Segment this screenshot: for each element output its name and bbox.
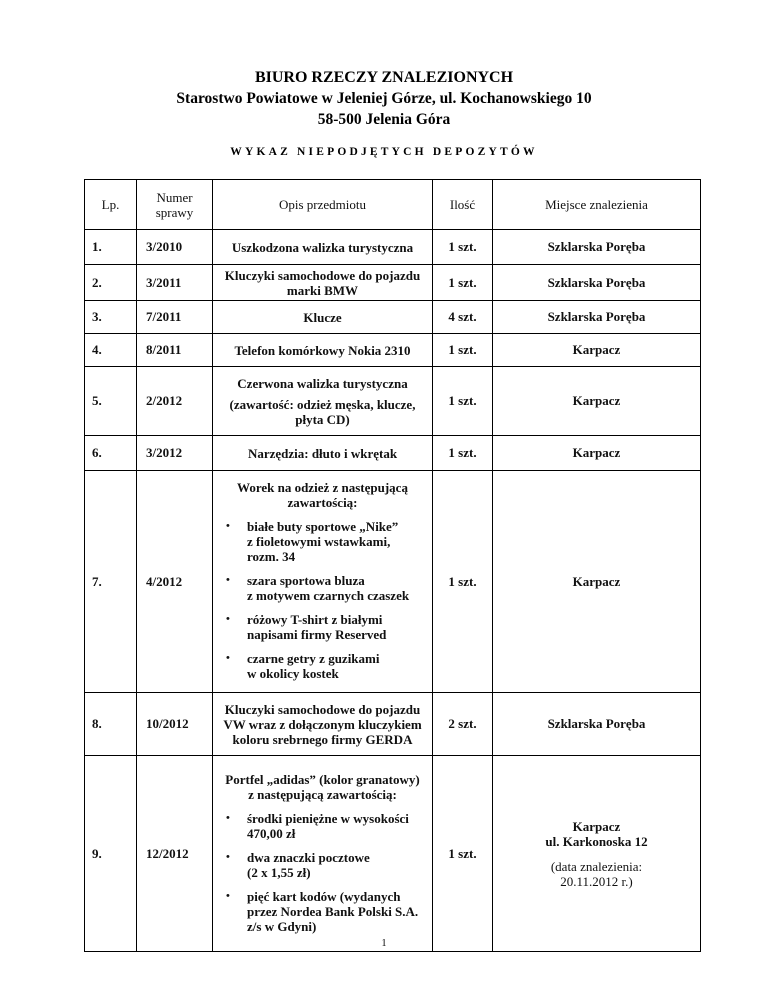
row-ilosc: 1 szt. [433, 367, 493, 436]
table-header-row [85, 180, 701, 230]
row-lp: 2. [85, 265, 137, 301]
row-miejsce [493, 756, 701, 952]
row-numer: 12/2012 [137, 756, 213, 952]
row-miejsce: Karpacz [493, 471, 701, 693]
row-numer: 2/2012 [137, 367, 213, 436]
table-row [85, 693, 701, 756]
row-ilosc: 1 szt. [433, 436, 493, 471]
row-opis: Narzędzia: dłuto i wkrętak [213, 436, 433, 471]
row-lp: 3. [85, 301, 137, 334]
row-numer: 7/2011 [137, 301, 213, 334]
row-lp: 4. [85, 334, 137, 367]
header-ilosc: Ilość [433, 180, 493, 230]
row-lp: 9. [85, 756, 137, 952]
header-opis: Opis przedmiotu [213, 180, 433, 230]
row-ilosc: 2 szt. [433, 693, 493, 756]
row-opis: Portfel „adidas” (kolor granatowy) z następującą zawartością: • środki pieniężne w wysokości 470,00 zł • dwa znaczki pocztowe (2 x 1,55 zł) • pięć kart kodów (wydanych przez Nordea Bank Polski S.A. z/s w Gdyni) [213, 756, 433, 952]
row-opis: Czerwona walizka turystyczna (zawartość: odzież męska, klucze, płyta CD) [213, 367, 433, 436]
row-opis: Kluczyki samochodowe do pojazdu marki BMW [213, 265, 433, 301]
table-row [85, 301, 701, 334]
row-miejsce: Karpacz [493, 334, 701, 367]
row-numer: 3/2011 [137, 265, 213, 301]
location-city: Karpacz [572, 818, 621, 834]
table-row [85, 230, 701, 265]
contents-list [213, 811, 432, 934]
row-numer: 3/2010 [137, 230, 213, 265]
page-number: 1 [381, 938, 387, 949]
table-row [85, 471, 701, 693]
row-ilosc: 1 szt. [433, 334, 493, 367]
contents-list [213, 519, 432, 681]
list-item: • różowy T-shirt z białymi napisami firmy Reserved [226, 612, 387, 642]
row-ilosc: 4 szt. [433, 301, 493, 334]
row-miejsce: Szklarska Poręba [493, 693, 701, 756]
table-row [85, 334, 701, 367]
office-title: BIURO RZECZY ZNALEZIONYCH [254, 69, 514, 86]
row-opis: Telefon komórkowy Nokia 2310 [213, 334, 433, 367]
row-numer: 8/2011 [137, 334, 213, 367]
row-opis: Klucze [213, 301, 433, 334]
list-item: • białe buty sportowe „Nike” z fioletowymi wstawkami, rozm. 34 [226, 519, 399, 564]
row-lp: 7. [85, 471, 137, 693]
list-item: • czarne getry z guzikami w okolicy kostek [226, 651, 380, 681]
header-numer: Numer sprawy [137, 180, 213, 230]
table-row [85, 436, 701, 471]
list-item: • pięć kart kodów (wydanych przez Nordea Bank Polski S.A. z/s w Gdyni) [226, 888, 419, 934]
row-ilosc: 1 szt. [433, 265, 493, 301]
row-miejsce: Szklarska Poręba [493, 230, 701, 265]
row-lp: 1. [85, 230, 137, 265]
list-item: • dwa znaczki pocztowe (2 x 1,55 zł) [226, 849, 370, 880]
row-ilosc: 1 szt. [433, 230, 493, 265]
list-item: • środki pieniężne w wysokości 470,00 zł [226, 810, 409, 841]
table-row [85, 756, 701, 952]
office-address: Starostwo Powiatowe w Jeleniej Górze, ul. Kochanowskiego 10 [176, 90, 592, 107]
row-ilosc: 1 szt. [433, 471, 493, 693]
row-ilosc: 1 szt. [433, 756, 493, 952]
row-lp: 6. [85, 436, 137, 471]
row-numer: 4/2012 [137, 471, 213, 693]
row-miejsce: Karpacz [493, 367, 701, 436]
list-item: • szara sportowa bluza z motywem czarnych czaszek [226, 573, 410, 603]
row-miejsce: Szklarska Poręba [493, 301, 701, 334]
header-lp: Lp. [85, 180, 137, 230]
row-opis: Kluczyki samochodowe do pojazdu VW wraz z dołączonym kluczykiem koloru srebrnego firmy GERDA [213, 693, 433, 756]
row-numer: 10/2012 [137, 693, 213, 756]
location-street: ul. Karkonoska 12 [545, 833, 648, 849]
table-row [85, 265, 701, 301]
row-lp: 8. [85, 693, 137, 756]
office-postal-city: 58-500 Jelenia Góra [317, 111, 451, 128]
row-miejsce: Szklarska Poręba [493, 265, 701, 301]
row-opis: Worek na odzież z następującą zawartością: • białe buty sportowe „Nike” z fioletowymi wstawkami, rozm. 34 • szara sportowa bluza z motywem czarnych czaszek • różowy T-shirt z białymi napisami firmy Reserved • czarne getry z guzikami w okolicy kostek [213, 471, 433, 693]
row-opis: Uszkodzona walizka turystyczna [213, 230, 433, 265]
header-miejsce: Miejsce znalezienia [493, 180, 701, 230]
row-numer: 3/2012 [137, 436, 213, 471]
table-row [85, 367, 701, 436]
document-subtitle: WYKAZ NIEPODJĘTYCH DEPOZYTÓW [230, 146, 538, 158]
found-date-note: (data znalezienia: 20.11.2012 r.) [550, 858, 643, 889]
row-lp: 5. [85, 367, 137, 436]
deposits-table [84, 179, 701, 952]
row-miejsce: Karpacz [493, 436, 701, 471]
